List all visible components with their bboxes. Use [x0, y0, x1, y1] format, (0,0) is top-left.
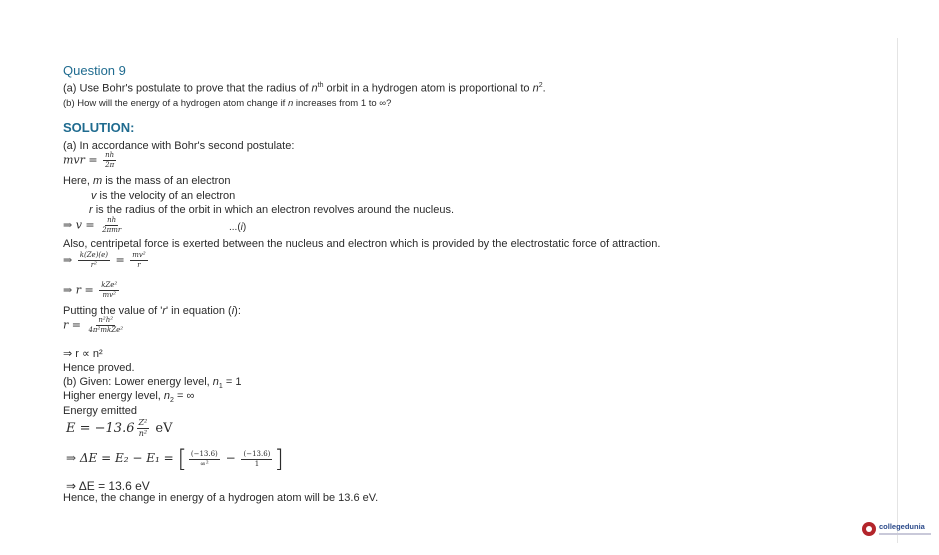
- equation-r-n: r = $\frac{\text{n²h²}}{\text{4π²mkZe²}}$: [63, 316, 124, 334]
- putting-text: Putting the value of 'r' in equation (i):: [63, 305, 241, 317]
- logo-text: collegedunia: [879, 522, 925, 532]
- equation-v: ⇒ v = $\frac{nh}{\text{2πmr}}$: [63, 216, 122, 234]
- equation-delta-e-result: ⇒ ΔE = 13.6 eV: [66, 479, 150, 493]
- accordance-text: (a) In accordance with Bohr's second postulate:: [63, 140, 295, 152]
- given-text: (b) Given: Lower energy level, $n_1 = 1$: [63, 376, 242, 391]
- page-divider: [897, 38, 898, 543]
- energy-emitted-text: Energy emitted: [63, 405, 137, 417]
- higher-energy-text: Higher energy level, $n_2$ = ∞: [63, 390, 195, 405]
- equation-label-i: ...(i): [229, 222, 247, 233]
- equation-r: ⇒ r = $\frac{\text{kZe²}}{\text{mv²}}$: [63, 281, 118, 299]
- question-title: Question 9: [63, 63, 126, 78]
- equation-force: ⇒ $\frac{k(Ze)(e)}{\text{r²}}$ = $\frac{\text{mv²}}{r}$: [63, 251, 146, 269]
- velocity-text: v is the velocity of an electron: [91, 190, 236, 202]
- collegedunia-logo[interactable]: [862, 522, 931, 536]
- radius-text: r is the radius of the orbit in which an electron revolves around the nucleus.: [89, 204, 455, 216]
- conclusion-text: Hence, the change in energy of a hydrogen atom will be 13.6 eV.: [63, 492, 379, 504]
- solution-heading: SOLUTION:: [63, 120, 135, 135]
- equation-proportional: ⇒ r ∝ n²: [63, 348, 103, 360]
- hence-proved-text: Hence proved.: [63, 362, 135, 374]
- equation-mvr: mvr = $\frac{nh}{2\pi}$: [63, 151, 115, 169]
- part-b-text: (b) How will the energy of a hydrogen atom change if n increases from 1 to ∞?: [63, 98, 392, 109]
- part-a-text: (a) Use Bohr's postulate to prove that the radius of $n^{th}$ orbit in a hydrogen atom is proportional to $n^2$.: [63, 82, 546, 95]
- logo-icon: [862, 522, 876, 536]
- logo-tagline-bar: [879, 533, 931, 535]
- also-text: Also, centripetal force is exerted between the nucleus and electron which is provided by the electrostatic force of attraction.: [63, 238, 661, 250]
- here-text: Here, m is the mass of an electron: [63, 175, 231, 187]
- equation-energy: E = −13.6 $\frac{\text{Z²}}{\text{n²}}$ eV: [66, 418, 173, 438]
- equation-delta-e: ⇒ ΔE = E₂ − E₁ = [ $\frac{(-13.6)}{\text{∞²}}$ − $\frac{(-13.6)}{1}$ ]: [66, 445, 284, 473]
